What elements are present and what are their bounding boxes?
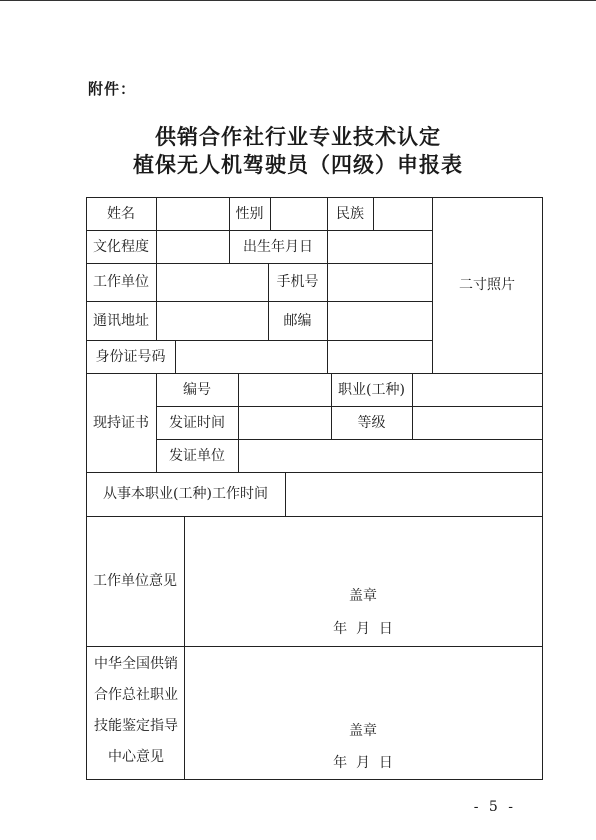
page-title-line-2: 植保无人机驾驶员（四级）申报表 — [133, 152, 463, 177]
work-duration-label: 从事本职业(工种)工作时间 — [103, 486, 268, 502]
center-opinion-line: 中心意见 — [108, 749, 164, 765]
table-line — [86, 779, 542, 780]
employer-seal-label: 盖章 — [349, 588, 377, 604]
table-line — [412, 373, 413, 440]
table-line — [542, 197, 543, 780]
photo-placeholder: 二寸照片 — [459, 277, 515, 293]
center-opinion-line: 技能鉴定指导 — [94, 718, 178, 734]
table-line — [327, 230, 328, 374]
employer-opinion-label: 工作单位意见 — [93, 573, 177, 589]
issuer-label: 发证单位 — [169, 447, 225, 464]
name-label: 姓名 — [107, 205, 135, 222]
id-number-label: 身份证号码 — [95, 348, 166, 365]
page-number: - 5 - — [473, 799, 516, 815]
center-seal-label: 盖章 — [349, 723, 377, 739]
attachment-label: 附件： — [88, 80, 137, 98]
table-line — [86, 646, 542, 647]
table-line — [156, 197, 157, 341]
gender-label: 性别 — [235, 205, 264, 222]
table-line — [373, 197, 374, 230]
table-line — [238, 439, 239, 473]
table-line — [270, 197, 271, 230]
postcode-label: 邮编 — [283, 312, 312, 329]
center-opinion-line: 合作总社职业 — [94, 687, 178, 703]
address-label: 通讯地址 — [93, 312, 149, 329]
occupation-label: 职业(工种) — [338, 381, 405, 398]
level-label: 等级 — [357, 414, 386, 431]
page-title-line-1: 供销合作社行业专业技术认定 — [155, 124, 441, 149]
table-line — [285, 472, 286, 517]
center-date-label: 年 月 日 — [333, 755, 393, 771]
employer-date-label: 年 月 日 — [333, 621, 393, 637]
issue-date-label: 发证时间 — [169, 414, 225, 431]
mobile-label: 手机号 — [276, 274, 319, 290]
employer-label: 工作单位 — [93, 274, 149, 290]
certificate-number-label: 编号 — [183, 381, 211, 398]
center-opinion-label — [86, 649, 186, 773]
birth-date-label: 出生年月日 — [243, 238, 313, 255]
table-line — [238, 373, 239, 440]
center-opinion-line: 中华全国供销 — [94, 656, 178, 672]
ethnicity-label: 民族 — [336, 205, 364, 222]
education-label: 文化程度 — [93, 238, 149, 255]
table-line — [175, 340, 176, 374]
certificate-group-label: 现持证书 — [93, 414, 149, 431]
